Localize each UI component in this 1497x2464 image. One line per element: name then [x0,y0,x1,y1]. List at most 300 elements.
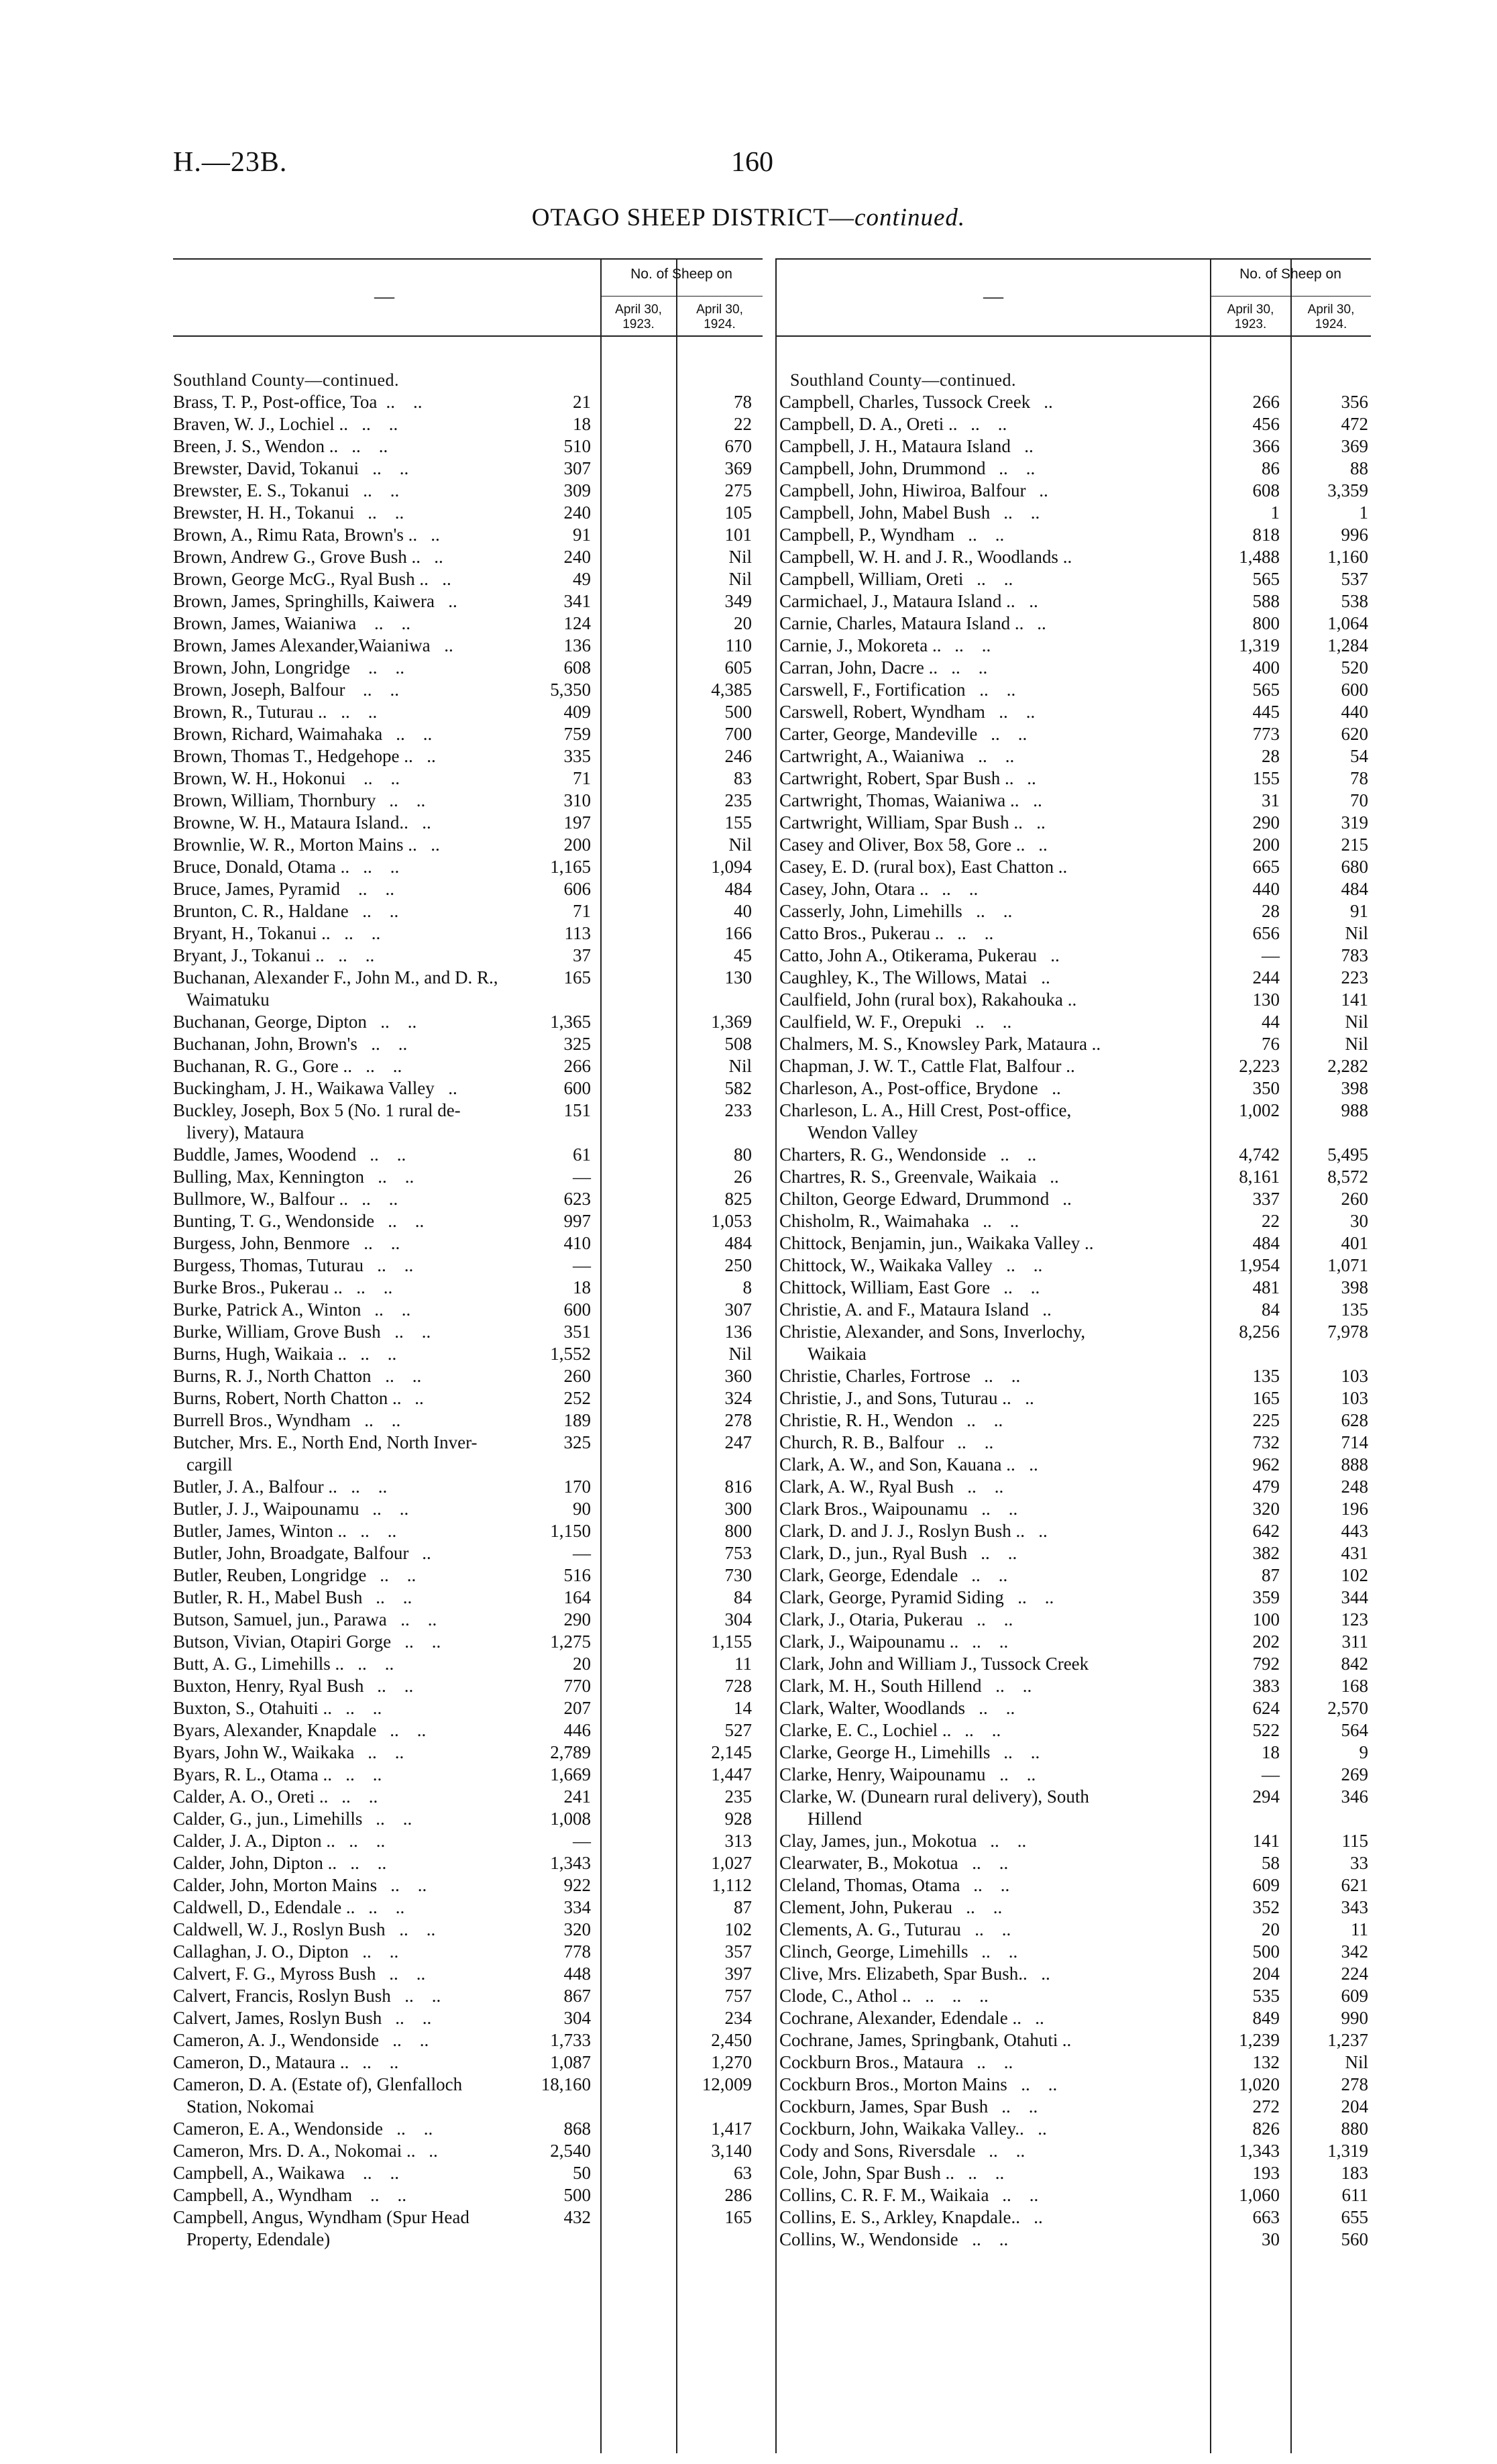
owner-name: Buchanan, Alexander F., John M., and D. R., [173,967,498,987]
table-header-rule [775,335,1371,337]
sheep-1924: 88 [1350,458,1368,478]
sheep-column-header: No. of Sheep on [630,266,732,282]
sheep-1924: 440 [1341,702,1368,722]
sheep-1924: 103 [1341,1366,1368,1386]
table-row [173,2162,763,2184]
table-row [173,1719,763,1742]
owner-name: Caulfield, John (rural box), Rakahouka [779,989,1063,1010]
sheep-1924: 360 [724,1366,752,1386]
sheep-1923: 1,552 [550,1344,591,1364]
owner-name: Burns, Hugh, Waikaia .. [173,1344,347,1364]
year-1923-header: April 30, 1923. [1227,303,1274,331]
leader-dots: .. .. [349,901,399,921]
owner-name: Christie, Charles, Fortrose [779,1366,971,1386]
owner-name: Brown, George McG., Ryal Bush .. [173,569,429,589]
sheep-1923: 456 [1252,414,1280,434]
table-row [779,1941,1371,1963]
sheep-1923: 359 [1252,1587,1280,1607]
table-row [779,2140,1371,2162]
table-row [173,1077,763,1100]
sheep-1923: 565 [1252,680,1280,700]
table-row [173,1609,763,1631]
table-row [173,1254,763,1277]
sheep-1924: 78 [1350,768,1368,788]
leader-dots: .. [408,1543,431,1563]
leader-dots: .. .. [347,1521,397,1541]
leader-dots: .. .. [350,1233,400,1253]
sheep-1923: 337 [1252,1189,1280,1209]
sheep-1923: 800 [1252,613,1280,633]
table-row [779,1144,1371,1166]
owner-name: Buckley, Joseph, Box 5 (No. 1 rural de- [173,1100,461,1120]
table-row [173,878,763,900]
leader-dots: .. .. [347,1344,397,1364]
sheep-1923: 1,060 [1239,2185,1280,2205]
leader-dots: .. .. [376,790,426,810]
owner-name: Clark, M. H., South Hillend [779,1676,982,1696]
table-row [173,1697,763,1719]
table-row [173,1742,763,1764]
sheep-1923: 310 [563,790,591,810]
sheep-1924: 248 [1341,1477,1368,1497]
leader-dots: .. .. [359,1499,409,1519]
sheep-1923: 136 [563,635,591,655]
table-row [173,657,763,679]
sheep-1923: 18 [573,1277,591,1297]
sheep-1924: 165 [724,2207,752,2227]
owner-name: Buchanan, George, Dipton [173,1012,367,1032]
leader-dots: .. .. [990,1742,1040,1762]
leader-dots: .. .. [327,702,378,722]
owner-name: Cartwright, William, Spar Bush .. [779,812,1023,833]
sheep-1924: 260 [1341,1189,1368,1209]
sheep-1923: 325 [563,1432,591,1452]
leader-dots: .. .. [376,1720,427,1740]
table-row [173,767,763,790]
sheep-1923: 113 [564,923,591,943]
leader-dots: .. .. [382,2008,432,2028]
owner-name: Campbell, Angus, Wyndham (Spur Head [173,2207,469,2227]
table-row [779,767,1371,790]
owner-name: Butcher, Mrs. E., North End, North Inver- [173,1432,478,1452]
sheep-1923: 266 [1252,392,1280,412]
sheep-1924: 136 [724,1322,752,1342]
sheep-1924: 605 [724,657,752,678]
sheep-1924: 234 [724,2008,752,2028]
owner-name-continued: livery), Mataura [186,1122,304,1142]
leader-dots: .. .. [963,1609,1013,1629]
owner-name: Carter, George, Mandeville [779,724,978,744]
sheep-1924: 1,094 [711,857,752,877]
leader-dots: .. .. [352,2185,406,2205]
owner-name: Bulling, Max, Kennington [173,1167,364,1187]
sheep-1923: 334 [563,1897,591,1917]
leader-dots: .. .. [975,2141,1025,2161]
leader-dots: .. [417,835,440,855]
leader-dots: .. [435,591,457,611]
owner-name: Chapman, J. W. T., Cattle Flat, Balfour .. [779,1056,1075,1076]
owner-name: Caughley, K., The Willows, Matai [779,967,1028,987]
owner-name: Bruce, James, Pyramid [173,879,340,899]
table-top-rule [173,258,763,260]
sheep-1924: 990 [1341,2008,1368,2028]
leader-dots: .. .. [958,1631,1009,1652]
sheep-1923: 608 [1252,480,1280,500]
sheep-1923: 240 [563,502,591,523]
sheep-1924: 204 [1341,2096,1368,2117]
table-row [173,1631,763,1653]
sheep-1924: 247 [724,1432,752,1452]
sheep-1923: 400 [1252,657,1280,678]
sheep-1924: 783 [1341,945,1368,965]
table-row [173,1299,763,1321]
owner-name: Cartwright, Robert, Spar Bush .. [779,768,1014,788]
section-heading: Southland County—continued. [790,370,1017,390]
table-row [779,2051,1371,2074]
owner-name: Chittock, W., Waikaka Valley [779,1255,993,1275]
leader-dots: .. .. [957,414,1007,434]
leader-dots: .. [1025,480,1048,500]
owner-name: Cochrane, Alexander, Edendale .. [779,2008,1022,2028]
leader-dots: .. .. [386,1919,436,1939]
sheep-1924: 87 [734,1897,752,1917]
leader-dots: .. .. [964,746,1015,766]
leader-dots: .. .. [348,414,398,434]
sheep-1923: 962 [1252,1454,1280,1475]
owner-name: Carswell, Robert, Wyndham [779,702,985,722]
leader-dots: .. .. [332,1698,382,1718]
leader-dots: .. .. [349,2052,399,2072]
leader-dots: .. [1013,768,1036,788]
leader-dots: .. .. [325,945,375,965]
sheep-1923: 1 [1270,502,1280,523]
owner-name: Clement, John, Pukerau [779,1897,952,1917]
owner-name-continued: Waikaia [808,1344,867,1364]
leader-dots: .. .. [337,1853,387,1873]
leader-dots: .. .. [954,2163,1005,2183]
sheep-1923: 770 [563,1676,591,1696]
sheep-1924: Nil [728,547,752,567]
table-row [779,2029,1371,2051]
table-row [779,1409,1371,1432]
sheep-1923: 1,087 [550,2052,591,2072]
sheep-1923: 335 [563,746,591,766]
table-row [779,1210,1371,1232]
owner-name: Brown, Andrew G., Grove Bush .. [173,547,421,567]
leader-dots: .. .. [337,1477,388,1497]
leader-dots: .. .. [364,1167,414,1187]
sheep-1924: 527 [724,1720,752,1740]
leader-dots: .. .. [985,702,1036,722]
owner-name: Clark, Walter, Woodlands [779,1698,966,1718]
leader-dots: .. .. [989,2185,1039,2205]
leader-dots: .. .. [961,1919,1011,1939]
owner-name: Campbell, P., Wyndham [779,525,955,545]
sheep-1924: 401 [1341,1233,1368,1253]
table-row [173,1321,763,1343]
leader-dots: .. .. [374,1211,425,1231]
owner-name: Calvert, F. G., Myross Bush [173,1964,376,1984]
owner-name: Cameron, Mrs. D. A., Nokomai .. [173,2141,416,2161]
table-row [173,1432,763,1476]
sheep-1924: 30 [1350,1211,1368,1231]
leader-dots: .. [1025,835,1048,855]
table-row [779,2074,1371,2096]
sheep-1923: 260 [563,1366,591,1386]
sheep-1923: 124 [563,613,591,633]
owner-name: Chisholm, R., Waimahaka [779,1211,970,1231]
sheep-1924: 714 [1341,1432,1368,1452]
leader-dots: .. .. [349,1941,399,1962]
table-row [173,2051,763,2074]
leader-dots: .. .. [987,1144,1037,1165]
owner-name: Byars, John W., Waikaka [173,1742,355,1762]
table-row [779,1476,1371,1498]
owner-name: Bullmore, W., Balfour .. [173,1189,348,1209]
owner-name: Campbell, John, Mabel Bush [779,502,991,523]
table-header-rule [173,335,763,337]
sheep-1924: 123 [1341,1609,1368,1629]
table-row [173,635,763,657]
table-row [779,922,1371,945]
sheep-1923: — [573,1167,591,1187]
sheep-1924: 215 [1341,835,1368,855]
leader-dots: .. .. [387,1609,437,1629]
leader-dots: .. .. [367,1012,417,1032]
table-row [779,1852,1371,1874]
owner-name: Calvert, James, Roslyn Bush [173,2008,382,2028]
leader-dots: .. [401,1388,424,1408]
sheep-1924: 816 [724,1477,752,1497]
leader-dots: .. [1011,436,1034,456]
owner-name: Brewster, E. S., Tokanui [173,480,349,500]
sheep-1923: 71 [573,768,591,788]
sheep-1923: 1,020 [1239,2074,1280,2094]
sheep-1923: — [573,1543,591,1563]
sheep-1924: 313 [724,1831,752,1851]
sheep-1924: 63 [734,2163,752,2183]
sheep-1924: 538 [1341,591,1368,611]
owner-name-continued: Property, Edendale) [186,2229,331,2249]
table-row [173,413,763,435]
owner-name: Casey, E. D. (rural box), East Chatton [779,857,1054,877]
sheep-1923: 86 [1262,458,1280,478]
table-row [173,1055,763,1077]
table-row [173,2206,763,2251]
sheep-1924: 155 [724,812,752,833]
sheep-1924: 250 [724,1255,752,1275]
table-row [173,1409,763,1432]
sheep-1924: 564 [1341,1720,1368,1740]
owner-name: Chilton, George Edward, Drummond [779,1189,1050,1209]
owner-name: Clark, J., Waipounamu .. [779,1631,959,1652]
table-row [779,413,1371,435]
sheep-1923: 535 [1252,1986,1280,2006]
sheep-1923: 1,002 [1239,1100,1280,1120]
owner-name: Byars, Alexander, Knapdale [173,1720,377,1740]
table-row [173,723,763,745]
sheep-1923: 922 [563,1875,591,1895]
sheep-1923: 244 [1252,967,1280,987]
owner-name-continued: Waimatuku [186,989,270,1010]
table-row [779,1055,1371,1077]
owner-name: Clark, J., Otaria, Pukerau [779,1609,963,1629]
sheep-1924: 1,053 [711,1211,752,1231]
leader-dots: .. [1030,392,1053,412]
sheep-1923: 410 [563,1233,591,1253]
table-row [779,502,1371,524]
sheep-1923: 49 [573,569,591,589]
leader-dots: .. .. [1007,2074,1058,2094]
sheep-1923: 510 [563,436,591,456]
leader-dots: .. .. [349,857,400,877]
sheep-1923: 165 [1252,1388,1280,1408]
leader-dots: .. .. [977,724,1028,744]
owner-name: Cochrane, James, Springbank, Otahuti [779,2030,1058,2050]
sheep-1924: 996 [1341,525,1368,545]
sheep-1924: 14 [734,1698,752,1718]
sheep-1923: 1,343 [1239,2141,1280,2161]
leader-dots: .. .. [954,1477,1004,1497]
sheep-1924: 757 [724,1986,752,2006]
sheep-1924: 22 [734,414,752,434]
sheep-1923: 565 [1252,569,1280,589]
leader-dots: .. .. [362,1587,412,1607]
leader-dots: .. .. [967,1543,1017,1563]
sheep-1924: Nil [1345,1034,1368,1054]
owner-name: Calder, John, Dipton .. [173,1853,337,1873]
leader-dots: .. .. [352,1056,402,1076]
table-row [779,1919,1371,1941]
sheep-1924: 83 [734,768,752,788]
sheep-1924: 356 [1341,392,1368,412]
sheep-1924: 3,359 [1327,480,1368,500]
leader-dots: .. .. [356,613,410,633]
sheep-1924: 520 [1341,657,1368,678]
table-row [173,524,763,546]
owner-name: Clinch, George, Limehills [779,1941,968,1962]
sheep-1923: 448 [563,1964,591,1984]
table-row [779,989,1371,1011]
table-row [173,834,763,856]
sheep-1924: 8,572 [1327,1167,1368,1187]
leader-dots: .. [1021,2008,1044,2028]
sheep-1924: 800 [724,1521,752,1541]
sheep-1923: 1,275 [550,1631,591,1652]
leader-dots: .. .. [960,1875,1010,1895]
column-rule [775,258,777,2453]
sheep-1924: 70 [1350,790,1368,810]
sheep-1923: 207 [563,1698,591,1718]
table-row [779,790,1371,812]
sheep-1924: 1,319 [1327,2141,1368,2161]
table-row [173,1387,763,1409]
leader-dots: .. .. [391,1631,441,1652]
sheep-1923: 1,488 [1239,547,1280,567]
name-column-header: — [374,285,394,307]
owner-name: Catto, John A., Otikerama, Pukerau [779,945,1037,965]
owner-name: Collins, C. R. F. M., Waikaia [779,2185,989,2205]
table-row [779,1542,1371,1564]
owner-name: Clark Bros., Waipounamu [779,1499,968,1519]
table-row [779,2096,1371,2118]
sheep-1924: 344 [1341,1587,1368,1607]
table-row [779,524,1371,546]
owner-name-continued: Wendon Valley [808,1122,918,1142]
sheep-1924: 825 [724,1189,752,1209]
leader-dots: .. .. [982,1676,1032,1696]
table-row [779,745,1371,767]
owner-name: Casey and Oliver, Box 58, Gore .. [779,835,1025,855]
sheep-1924: 369 [1341,436,1368,456]
owner-name: Clearwater, B., Mokotua [779,1853,958,1873]
owner-name: Campbell, A., Wyndham [173,2185,353,2205]
owner-name: Chittock, Benjamin, jun., Waikaka Valley .. [779,1233,1094,1253]
left-rows [173,391,763,2251]
sheep-1923: 155 [1252,768,1280,788]
sheep-1923: 240 [563,547,591,567]
table-row [173,1852,763,1874]
table-row [779,1874,1371,1896]
owner-name: Clark, D., jun., Ryal Bush [779,1543,968,1563]
leader-dots: .. .. [331,923,381,943]
sheep-1923: 30 [1262,2229,1280,2249]
table-row [173,1365,763,1387]
sheep-1923: 320 [563,1919,591,1939]
sheep-1924: 11 [734,1654,752,1674]
table-row [173,2007,763,2029]
leader-dots: .. .. [985,458,1036,478]
leader-dots: .. .. [381,1322,431,1342]
leader-dots: .. .. [382,724,433,744]
leader-dots: .. .. [954,525,1005,545]
sheep-1924: 130 [724,967,752,987]
sheep-1923: 479 [1252,1477,1280,1497]
sheep-1923: 997 [563,1211,591,1231]
sheep-1924: 45 [734,945,752,965]
sheep-1924: 224 [1341,1964,1368,1984]
table-row [173,1100,763,1144]
owner-name: Calder, G., jun., Limehills [173,1809,363,1829]
page-number: 160 [731,147,773,178]
sheep-1923: — [1262,1764,1280,1784]
table-row [173,1896,763,1919]
leader-dots: .. .. [364,1255,414,1275]
table-row [779,1011,1371,1033]
leader-dots: .. .. [951,1720,1001,1740]
table-row [779,1675,1371,1697]
owner-name: Clark, A. W., and Son, Kauana .. [779,1454,1015,1475]
sheep-1924: 235 [724,1786,752,1807]
owner-name: Calder, A. O., Oreti .. [173,1786,329,1807]
owner-name: Cockburn, James, Spar Bush [779,2096,989,2117]
table-row [779,1498,1371,1520]
sheep-1924: 928 [724,1809,752,1829]
table-row [173,701,763,723]
leader-dots: .. .. [345,680,399,700]
owner-name: Carmichael, J., Mataura Island .. [779,591,1015,611]
sheep-1924: 196 [1341,1499,1368,1519]
owner-name: Burgess, John, Benmore [173,1233,350,1253]
sheep-1924: 842 [1341,1654,1368,1674]
table-row [779,679,1371,701]
sheep-1924: 168 [1341,1676,1368,1696]
leader-dots: .. .. [357,1034,408,1054]
sheep-1923: 189 [563,1410,591,1430]
table-row [779,1697,1371,1719]
sheep-1924: 398 [1341,1277,1368,1297]
leader-dots: .. .. [349,480,400,500]
